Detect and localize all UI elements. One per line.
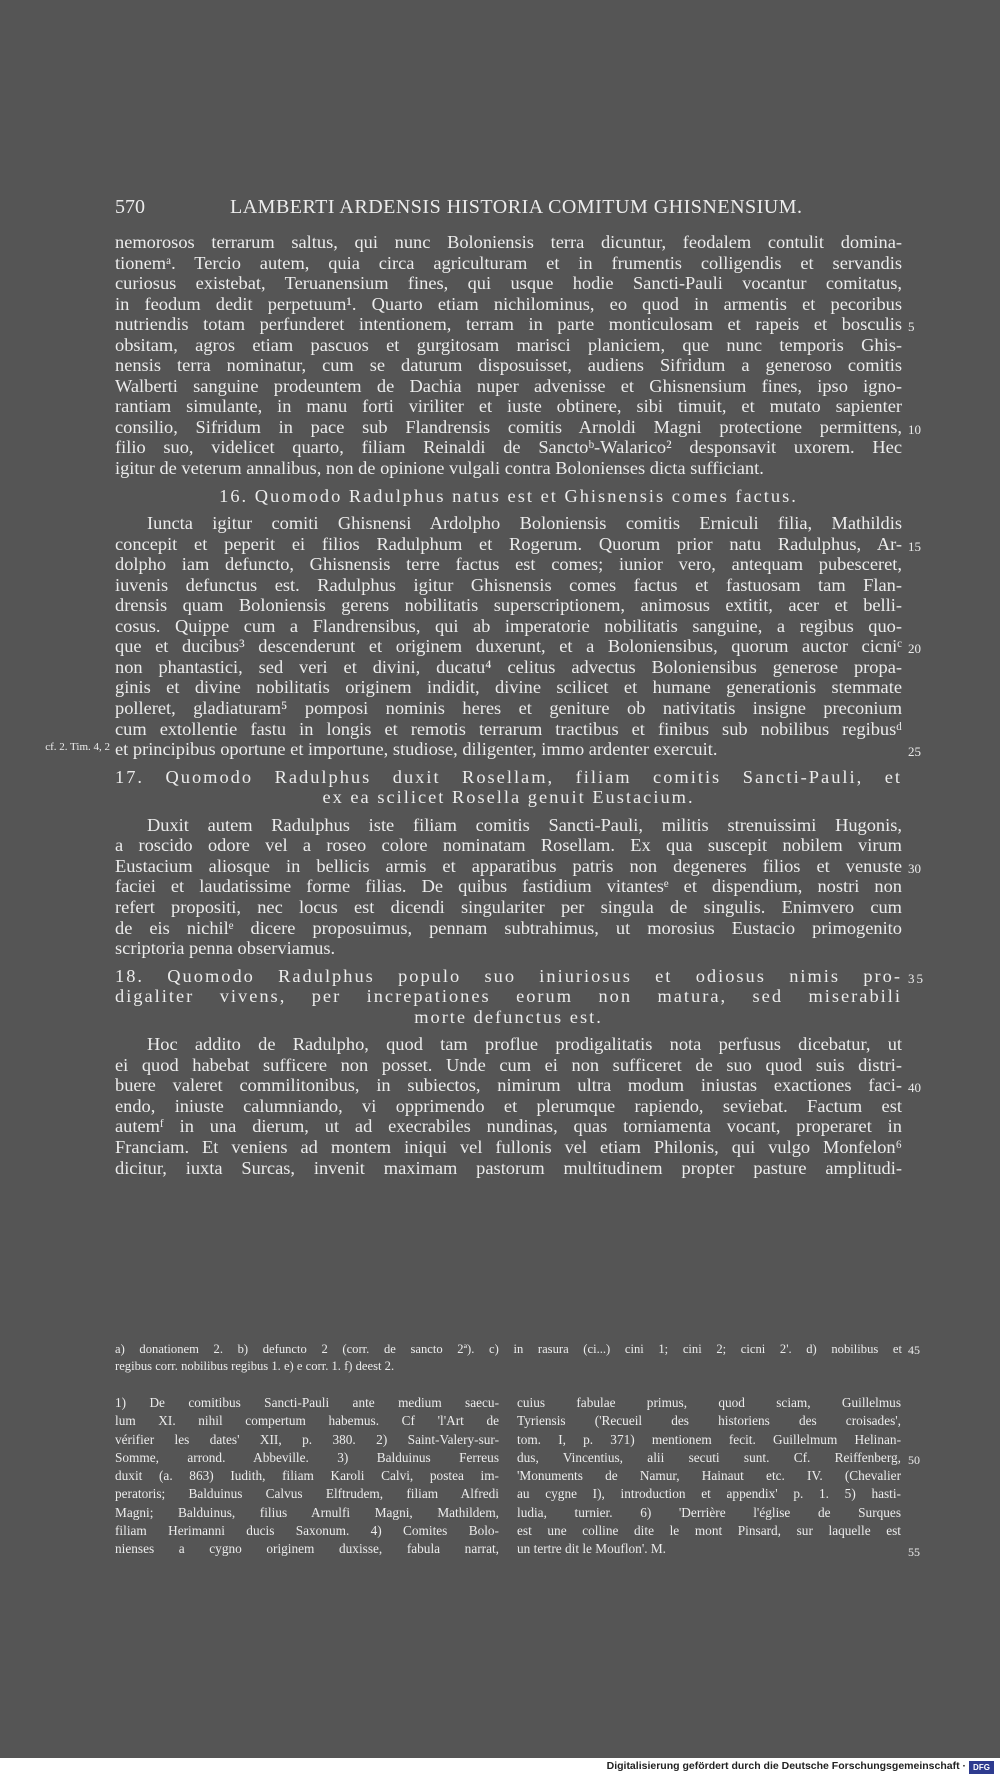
text-line: drensis quam Boloniensis gerens nobilitatis superscriptionem, animosus extitit, acer et belli- xyxy=(115,595,902,616)
chapter-heading-17: 17. Quomodo Radulphus duxit Rosellam, filiam comitis Sancti-Pauli, et xyxy=(115,766,902,787)
dfg-logo-icon: DFG xyxy=(969,1761,994,1774)
text-line: igitur de veterum annalibus, non de opinione vulgali contra Bolonienses dicta sufficiant. xyxy=(115,458,764,479)
main-text xyxy=(45,232,925,1178)
page-header xyxy=(115,196,905,226)
footnote-line: nienses a cygno originem duxisse, fabula narrat, xyxy=(115,1541,499,1557)
line-number: 55 xyxy=(908,1545,920,1559)
line-number: 45 xyxy=(908,1343,920,1357)
text-line: cum extollentie fastu in longis et remotis terrarum tractibus et finibus sub nobilibus regibusᵈ xyxy=(115,718,902,739)
line-number: 10 xyxy=(908,421,921,437)
line-number: 5 xyxy=(908,319,915,335)
text-line: consilio, Sifridum in pace sub Flandrensis comitis Arnoldi Magni protectione permittens, xyxy=(115,416,902,437)
apparatus-line: a) donationem 2. b) defuncto 2 (corr. de sancto 2ª). c) in rasura (ci...) cini 1; cini 2; cicni 2'. d) nobilibus et xyxy=(115,1342,902,1356)
chapter-heading-17-cont: ex ea scilicet Rosella genuit Eustacium. xyxy=(322,787,695,808)
footnote-line: dus, Vincentius, alii secuti sunt. Cf. Reiffenberg, xyxy=(517,1449,901,1465)
text-line-wrap xyxy=(115,533,921,555)
text-line: Eustacium aliosque in bellicis armis et apparatibus patris non degeneres filios et venuste xyxy=(115,855,902,876)
text-line: dolpho iam defuncto, Ghisnensis terre factus est comes; iunior vero, antequam pubesceret, xyxy=(115,554,902,575)
footnotes-left-column xyxy=(115,1394,499,1559)
footnote-line: lum XI. nihil compertum habemus. Cf 'l'Art de xyxy=(115,1413,499,1429)
line-number: 35 xyxy=(908,970,925,986)
text-line-wrap xyxy=(115,416,921,438)
footer-credit: Digitalisierung gefördert durch die Deutsche Forschungsgemeinschaft · xyxy=(606,1760,966,1772)
text-line-wrap xyxy=(115,855,921,877)
text-line: autemᶠ in una dierum, ut ad execrabiles nundinas, quas torniamenta vocant, properaret in xyxy=(115,1116,902,1137)
text-line: de eis nichilᵉ dicere proposuimus, pennam subtrahimus, ut morosius Eustacio primogenito xyxy=(115,917,902,938)
line-number: 25 xyxy=(908,744,921,760)
footnote-line: cuius fabulae primus, quod sciam, Guillelmus xyxy=(517,1395,901,1410)
text-line: polleret, gladiaturam⁵ pomposi nominis heres et geniture ob nativitatis insigne preconium xyxy=(115,698,902,719)
text-line: endo, iniuste calumniando, vi opprimendo et plerumque rapiendo, seviebat. Factum est xyxy=(115,1095,902,1116)
text-line: curiosus existebat, Teruanensium fines, qui usque hodie Sancti-Pauli vocantur comitatus, xyxy=(115,273,902,294)
text-line: buere valeret commilitonibus, in subiectos, nimirum ultra modum iniustas exactiones faci- xyxy=(115,1075,902,1096)
text-line: refert propositi, nec locus est dicendi singulariter per singula de singulis. Enimvero cum xyxy=(115,896,902,917)
footnote-line: vérifier les dates' XII, p. 380. 2) Saint-Valery-sur- xyxy=(115,1431,499,1447)
text-line: Duxit autem Radulphus iste filiam comitis Sancti-Pauli, militis strenuissimi Hugonis, xyxy=(147,814,902,835)
text-line: nemorosos terrarum saltus, qui nunc Boloniensis terra dicuntur, feodalem contulit domina- xyxy=(115,232,902,252)
footnote-line: tom. I, p. 371) mentionem fecit. Guillelmum Helinan- xyxy=(517,1431,901,1447)
text-line-wrap xyxy=(115,636,921,657)
text-line: ei quod habebat sufficere non posset. Unde cum ei non sufficeret de suo quod suis distri- xyxy=(115,1054,902,1075)
footnote-line: est une colline dite le mont Pinsard, sur laquelle est xyxy=(517,1523,901,1539)
chapter-heading-16: 16. Quomodo Radulphus natus est et Ghisnensis comes factus. xyxy=(219,485,798,506)
margin-note: cf. 2. Tim. 4, 2 xyxy=(45,741,110,754)
footnote-line: filiam Herimanni ducis Saxonum. 4) Comites Bolo- xyxy=(115,1523,499,1539)
text-line: a roscido odore vel a roseo colore nominatam Rosellam. Ex qua suscepit nobilem virum xyxy=(115,835,902,856)
page-number: 570 xyxy=(115,196,145,218)
text-line: nensis terra nominatur, cum se daturum disposuisset, audiens Sifridum a generoso comitis xyxy=(115,355,902,376)
text-line: faciei et laudatissime forme filias. De quibus fastidium vitantesᵉ et dispendium, nostri non xyxy=(115,876,902,897)
text-line: iuvenis defunctus est. Radulphus igitur Ghisnensis comes factus et fastuosam tam Flan- xyxy=(115,574,902,595)
apparatus-line: regibus corr. nobilibus regibus 1. e) e corr. 1. f) deest 2. xyxy=(115,1359,395,1373)
footnote-line: au cygne I), introduction et appendix' p. 1. 5) hasti- xyxy=(517,1486,901,1502)
text-line: non phantastici, sed veri et divini, ducatu⁴ celitus advectus Boloniensibus generose propa- xyxy=(115,656,902,677)
line-number: 20 xyxy=(908,641,921,657)
chapter-heading-18: 18. Quomodo Radulphus populo suo iniuriosus et odiosus nimis pro- xyxy=(115,965,902,986)
text-line: rantiam simulante, in manu forti viriliter et iuste obtinere, sibi timuit, et mutato sapienter xyxy=(115,396,902,417)
text-line: Iuncta igitur comiti Ghisnensi Ardolpho Boloniensis comitis Erniculi filia, Mathildis xyxy=(147,513,902,534)
footnote-line: 1) De comitibus Sancti-Pauli ante medium saecu- xyxy=(115,1395,499,1410)
text-line: cosus. Quippe cum a Flandrensibus, qui ab imperatorie nobilitatis sanguine, a regibus quo- xyxy=(115,615,902,636)
text-line: Walberti sanguine prodeuntem de Dachia nuper advenisse et Ghisnensium fines, ipso igno- xyxy=(115,375,902,396)
text-line: ginis et divine nobilitatis originem indidit, divine scilicet et humane generationis stemmate xyxy=(115,677,902,698)
text-line: et principibus oportune et importune, studiose, diligenter, immo ardenter exercuit. xyxy=(115,739,718,760)
line-number: 50 xyxy=(908,1453,920,1467)
footnote-line: peratoris; Balduinus Calvus Elftrudem, filiam Alfredi xyxy=(115,1486,499,1502)
textual-apparatus xyxy=(115,1341,920,1375)
text-line: que et ducibus³ descenderunt et originem duxerunt, et a Boloniensibus, quorum auctor cicniᶜ xyxy=(115,636,902,657)
footnote-line: ludia, turnier. 6) 'Derrière l'église de Surques xyxy=(517,1504,901,1520)
line-number: 30 xyxy=(908,860,921,876)
footnote-line: Tyriensis ('Recueil des historiens des croisades', xyxy=(517,1413,901,1429)
footnote-line: duxit (a. 863) Iudith, filiam Karoli Calvi, postea im- xyxy=(115,1468,499,1484)
text-line-wrap xyxy=(115,965,925,987)
line-number: 15 xyxy=(908,538,921,554)
line-number: 40 xyxy=(908,1080,921,1096)
chapter-heading-18-cont: digaliter vivens, per increpationes eorum non matura, sed miserabili xyxy=(115,986,902,1007)
text-line: concepit et peperit ei filios Radulphum et Rogerum. Quorum prior natu Radulphus, Ar- xyxy=(115,533,902,554)
footnote-line: Magni; Balduinus, filius Arnulfi Magni, Mathildem, xyxy=(115,1504,499,1520)
text-line: filio suo, videlicet quarto, filiam Reinaldi de Sanctoᵇ-Walarico² desponsavit uxorem. Hec xyxy=(115,437,902,458)
footnote-line: Somme, arrond. Abbeville. 3) Balduinus Ferreus xyxy=(115,1449,499,1465)
text-line: tionemᵃ. Tercio autem, quia circa agriculturam et in frumentis colligendis et servandis xyxy=(115,252,902,273)
text-line-wrap xyxy=(115,314,915,335)
text-line: Hoc addito de Radulpho, quod tam proflue prodigalitatis nota perfusus dicebatur, ut xyxy=(147,1034,902,1055)
text-line: in feodum dedit perpetuum¹. Quarto etiam nichilominus, eo quod in armentis et pecoribus xyxy=(115,293,902,314)
running-title: LAMBERTI ARDENSIS HISTORIA COMITUM GHISNENSIUM. xyxy=(230,196,803,218)
chapter-heading-18-end: morte defunctus est. xyxy=(414,1006,603,1027)
text-line: Franciam. Et veniens ad montem iniqui vel fullonis vel etiam Philonis, qui vulgo Monfelon⁶ xyxy=(115,1136,902,1157)
footnotes-right-column xyxy=(517,1394,901,1559)
text-line: dicitur, iuxta Surcas, invenit maximam pastorum multitudinem propter pasture amplitudi- xyxy=(115,1157,902,1178)
text-line: scriptoria penna observiamus. xyxy=(115,938,336,959)
text-line-wrap xyxy=(115,1075,921,1096)
text-line: obsitam, agros etiam pascuos et gurgitosam marisci planiciem, que nunc temporis Ghis- xyxy=(115,334,902,355)
footnote-line: 'Monuments de Namur, Hainaut etc. IV. (Chevalier xyxy=(517,1468,901,1484)
text-line: nutriendis totam perfunderet intentionem, terram in parte monticulosam et rapeis et bosculis xyxy=(115,314,902,335)
digitization-footer xyxy=(0,1758,1000,1778)
footnote-line: un tertre dit le Mouflon'. M. xyxy=(517,1541,667,1557)
text-line-wrap xyxy=(45,739,921,760)
text-line-wrap xyxy=(115,1341,920,1358)
